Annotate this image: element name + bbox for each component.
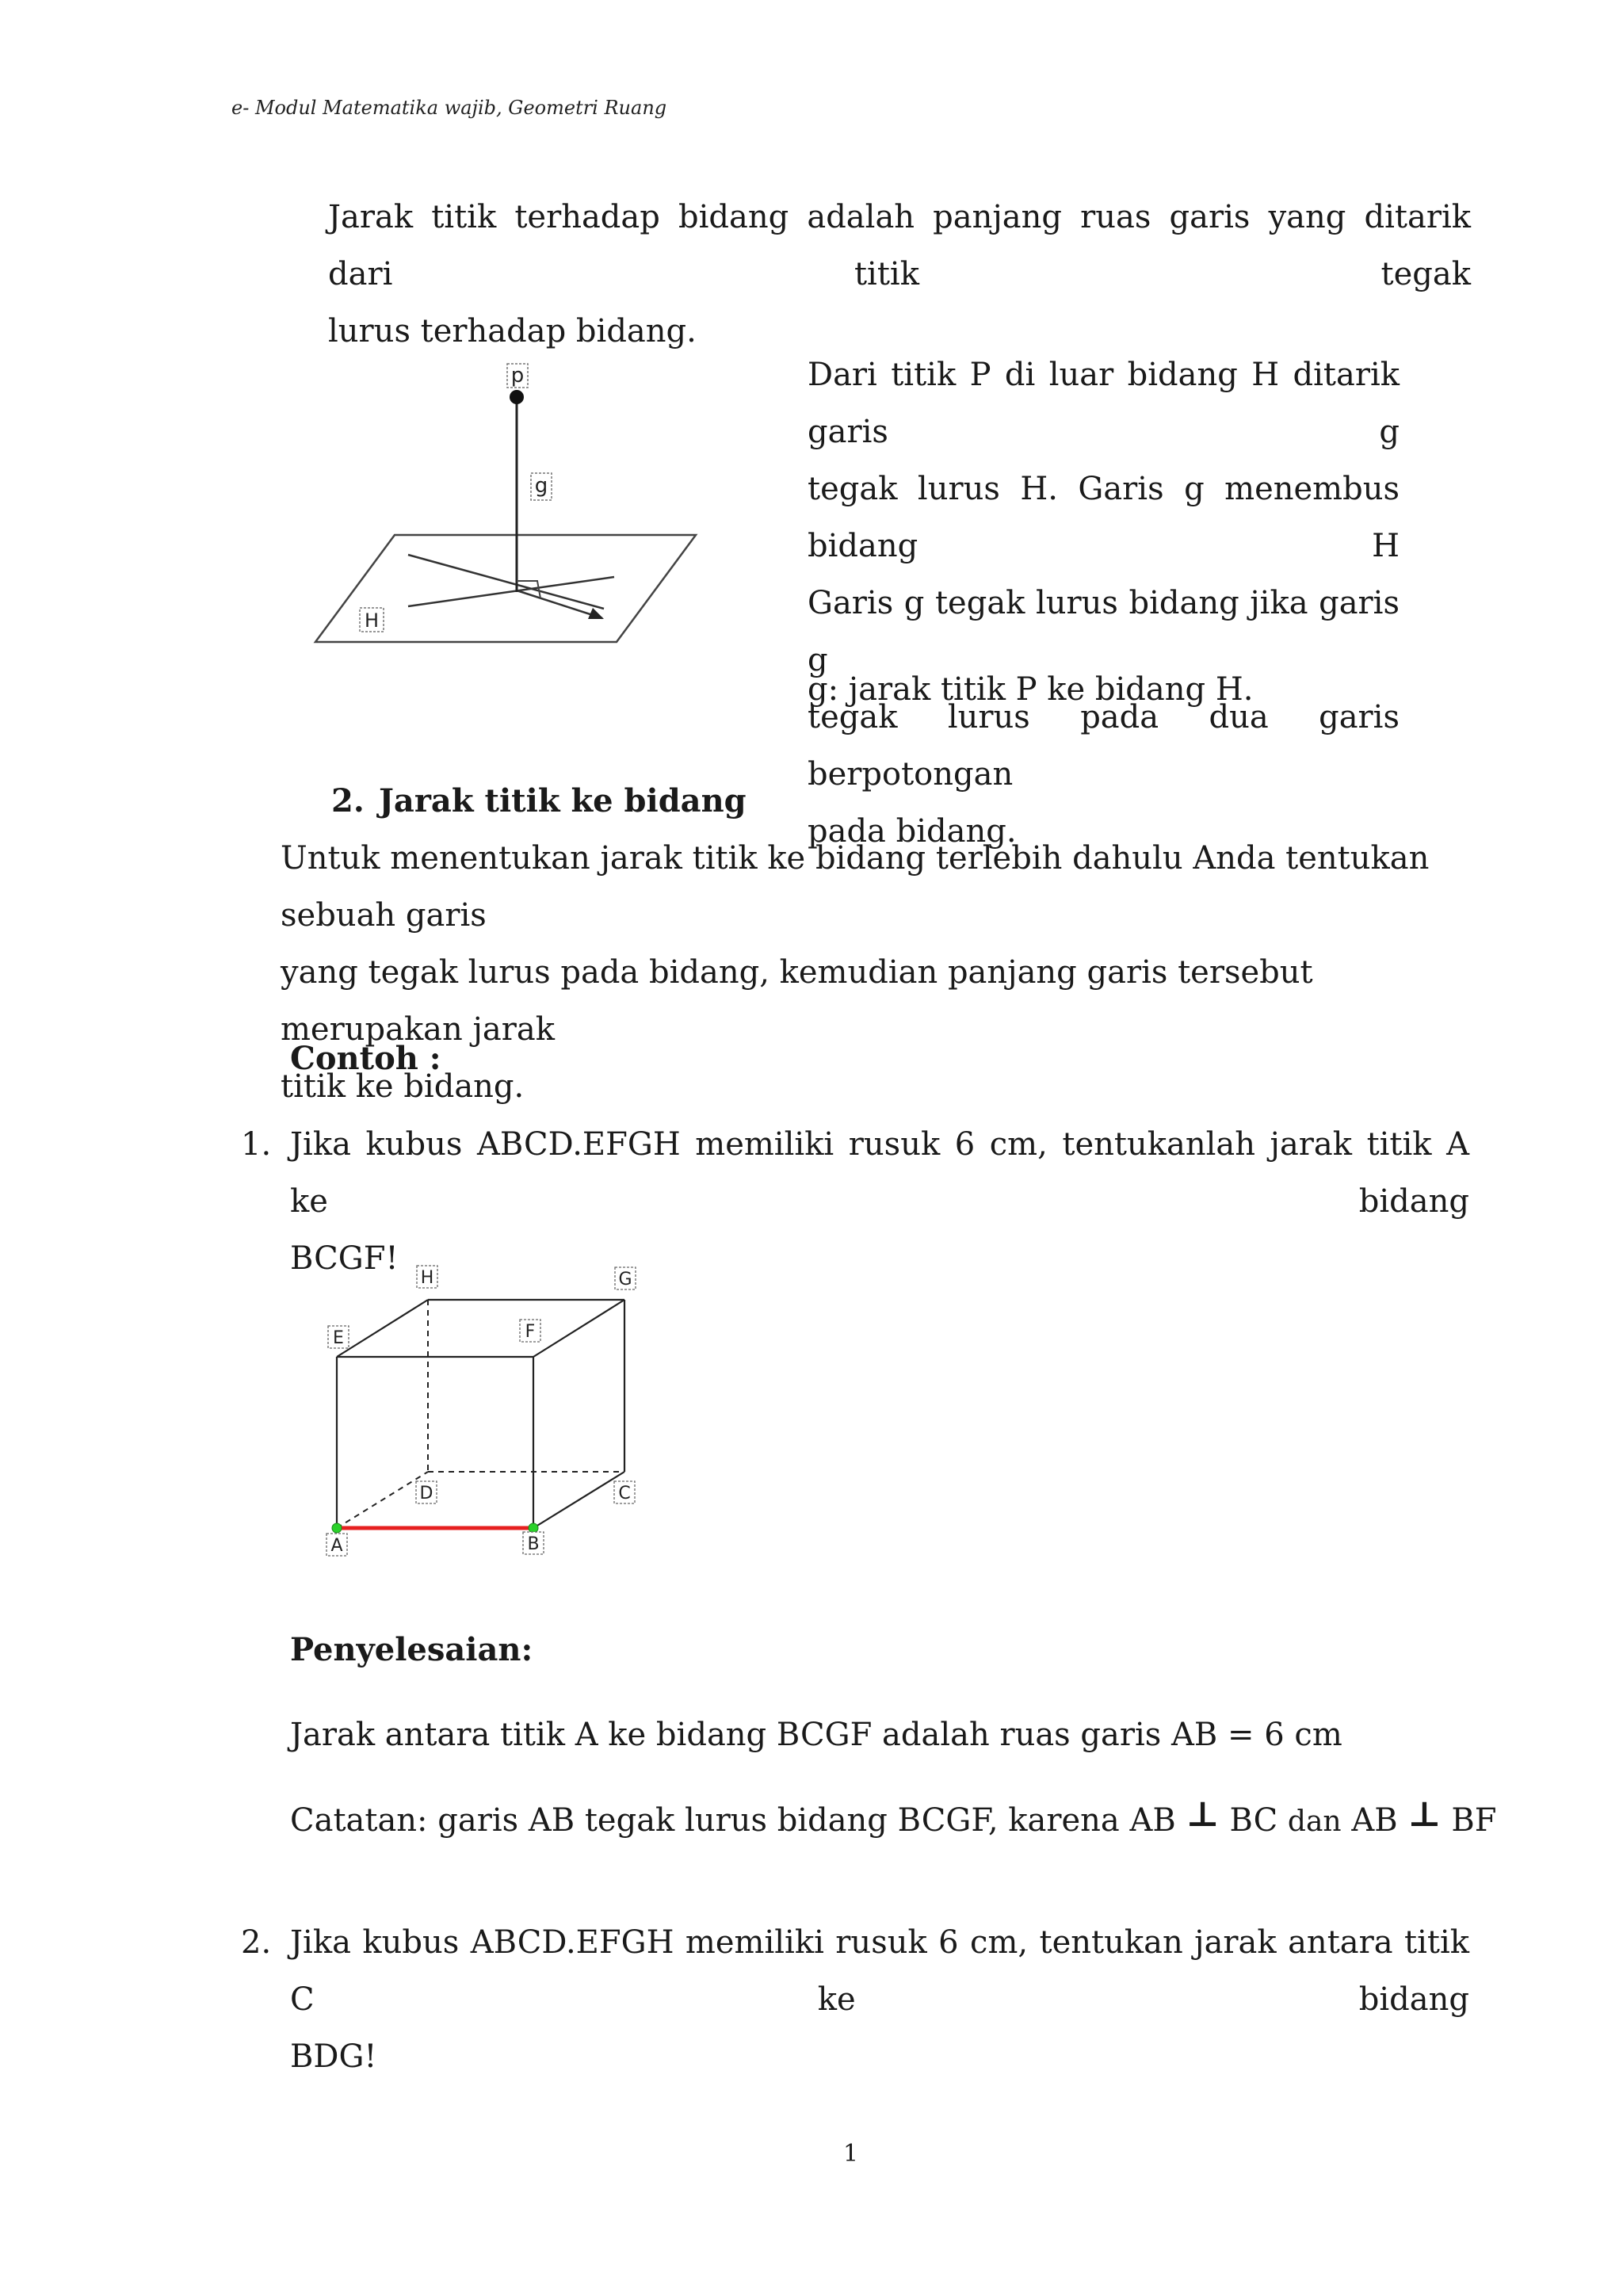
- side-paragraph: [808, 346, 1400, 860]
- label-cube-g: G: [618, 1270, 632, 1289]
- intro-line-1: Jarak titik terhadap bidang adalah panjang ruas garis yang ditarik dari titik tegak: [328, 199, 1471, 292]
- edge-ad: [337, 1472, 428, 1528]
- label-cube-f: F: [525, 1322, 536, 1342]
- label-cube-c: C: [618, 1484, 631, 1503]
- solution-note-dan: dan: [1287, 1805, 1342, 1838]
- arrow-head-icon: [588, 608, 604, 619]
- perpendicular-icon-2: ⊥: [1407, 1794, 1442, 1835]
- example-2-line-1: Jika kubus ABCD.EFGH memiliki rusuk 6 cm, tentukan jarak antara titik C ke bidang: [290, 1924, 1469, 2018]
- example-2-number: 2.: [241, 1924, 272, 1961]
- edge-bc: [533, 1472, 624, 1528]
- solution-note: [290, 1791, 1496, 1851]
- solution-note-d: BF: [1451, 1802, 1497, 1839]
- point-p: [510, 390, 524, 404]
- figure-cube: [313, 1256, 662, 1589]
- solution-heading: Penyelesaian:: [290, 1631, 533, 1668]
- example-1-line-2: BCGF!: [290, 1240, 399, 1277]
- label-g: g: [534, 474, 548, 498]
- para-line-3: titik ke bidang.: [281, 1068, 525, 1105]
- edge-fg: [533, 1300, 624, 1357]
- example-1-number: 1.: [241, 1126, 272, 1163]
- label-cube-h: H: [420, 1268, 434, 1288]
- example-2-text: [290, 1914, 1469, 2085]
- example-heading: Contoh :: [290, 1040, 441, 1077]
- side-line-3: Garis g tegak lurus bidang jika garis g: [808, 585, 1400, 678]
- section-number: 2.: [331, 782, 365, 819]
- label-cube-a: A: [330, 1536, 343, 1556]
- side-note: g: jarak titik P ke bidang H.: [808, 671, 1254, 708]
- para-line-1: Untuk menentukan jarak titik ke bidang terlebih dahulu Anda tentukan sebuah garis: [281, 840, 1430, 934]
- solution-note-a: Catatan: garis AB tegak lurus bidang BCGF, karena AB: [290, 1802, 1176, 1839]
- side-line-4: tegak lurus pada dua garis berpotongan: [808, 699, 1400, 793]
- label-cube-d: D: [419, 1484, 433, 1503]
- page-header: e- Modul Matematika wajib, Geometri Ruang: [231, 97, 667, 119]
- section-paragraph: [281, 830, 1477, 1115]
- solution-line-1: Jarak antara titik A ke bidang BCGF adalah ruas garis AB = 6 cm: [290, 1717, 1342, 1753]
- example-1-line-1: Jika kubus ABCD.EFGH memiliki rusuk 6 cm, tentukanlah jarak titik A ke bidang: [290, 1126, 1469, 1220]
- example-2-line-2: BDG!: [290, 2038, 377, 2075]
- intro-line-2: lurus terhadap bidang.: [328, 313, 697, 350]
- plane-line-2: [408, 577, 614, 606]
- solution-note-b: BC: [1229, 1802, 1278, 1839]
- label-cube-e: E: [333, 1328, 344, 1348]
- edge-eh: [337, 1300, 428, 1357]
- point-b: [529, 1523, 538, 1533]
- label-h: H: [364, 609, 380, 632]
- label-cube-b: B: [527, 1534, 540, 1554]
- side-line-5: pada bidang.: [808, 813, 1017, 850]
- perpendicular-icon: ⊥: [1186, 1794, 1220, 1835]
- intro-paragraph: [328, 189, 1471, 360]
- point-a: [332, 1523, 342, 1533]
- page-number: 1: [843, 2140, 859, 2168]
- side-line-1: Dari titik P di luar bidang H ditarik garis g: [808, 357, 1400, 450]
- solution-note-c: AB: [1351, 1802, 1398, 1839]
- label-p: p: [510, 364, 525, 388]
- figure-point-plane: [309, 353, 721, 654]
- para-line-2: yang tegak lurus pada bidang, kemudian panjang garis tersebut merupakan jarak: [281, 954, 1313, 1048]
- side-line-2: tegak lurus H. Garis g menembus bidang H: [808, 471, 1400, 564]
- section-title: Jarak titik ke bidang: [379, 782, 747, 819]
